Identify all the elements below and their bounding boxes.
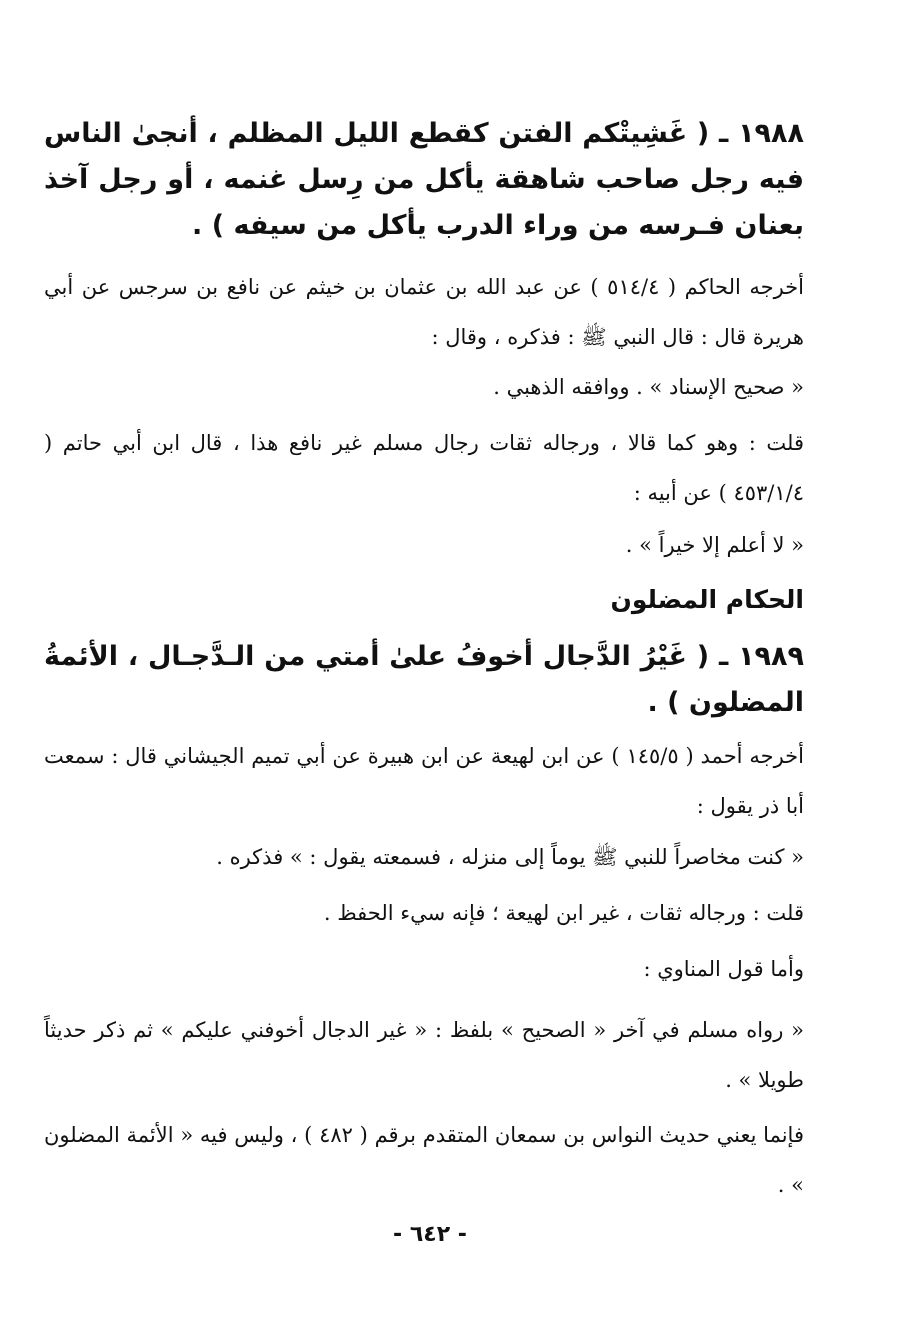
- author-final-comment: فإنما يعني حديث النواس بن سمعان المتقدم برقم ( ٤٨٢ ) ، وليس فيه « الأئمة المضلون » .: [44, 1123, 804, 1197]
- munawi-quote: « رواه مسلم في آخر « الصحيح » بلفظ : « غير الدجال أخوفني عليكم » ثم ذكر حديثاً طويلا » .: [44, 1018, 804, 1092]
- hakim-verdict-quote: « صحيح الإسناد » . ووافقه الذهبي .: [493, 375, 804, 399]
- abu-dharr-quote: « كنت مخاصراً للنبي ﷺ يوماً إلى منزله ، فسمعته يقول : » فذكره .: [216, 845, 804, 869]
- section-heading: الحكام المضلون: [610, 585, 804, 614]
- hadith-1989-text: ١٩٨٩ ـ ( غَيْرُ الدَّجال أخوفُ علىٰ أمتي من الـدَّجـال ، الأئمةُ المضلون ) .: [44, 641, 804, 718]
- hadith-1988-text: ١٩٨٨ ـ ( غَشِيتْكم الفتن كقطع الليل المظلم ، أنجىٰ الناس فيه رجل صاحب شاهقة يأكل من رِسل غنمه ، أو رجل آخذ بعنان فـرسه من وراء الدرب يأكل من سيفه ) .: [44, 118, 804, 241]
- munawi-intro: وأما قول المناوي :: [643, 957, 804, 981]
- author-comment-1989: قلت : ورجاله ثقات ، غير ابن لهيعة ؛ فإنه سيء الحفظ .: [323, 901, 804, 925]
- takhrij-1988-paragraph: أخرجه الحاكم ( ٥١٤/٤ ) عن عبد الله بن عثمان بن خيثم عن نافع بن سرجس عن أبي هريرة قال : قال النبي ﷺ : فذكره ، وقال :: [44, 275, 804, 349]
- author-comment-1988: قلت : وهو كما قالا ، ورجاله ثقات رجال مسلم غير نافع هذا ، قال ابن أبي حاتم ( ٤٥٣/١/٤ ) عن أبيه :: [44, 431, 804, 505]
- takhrij-1989-paragraph: أخرجه أحمد ( ١٤٥/٥ ) عن ابن لهيعة عن ابن هبيرة عن أبي تميم الجيشاني قال : سمعت أبا ذر يقول :: [44, 744, 805, 818]
- abu-hatim-quote: « لا أعلم إلا خيراً » .: [625, 533, 804, 557]
- page-number: - ٦٤٢ -: [393, 1222, 467, 1247]
